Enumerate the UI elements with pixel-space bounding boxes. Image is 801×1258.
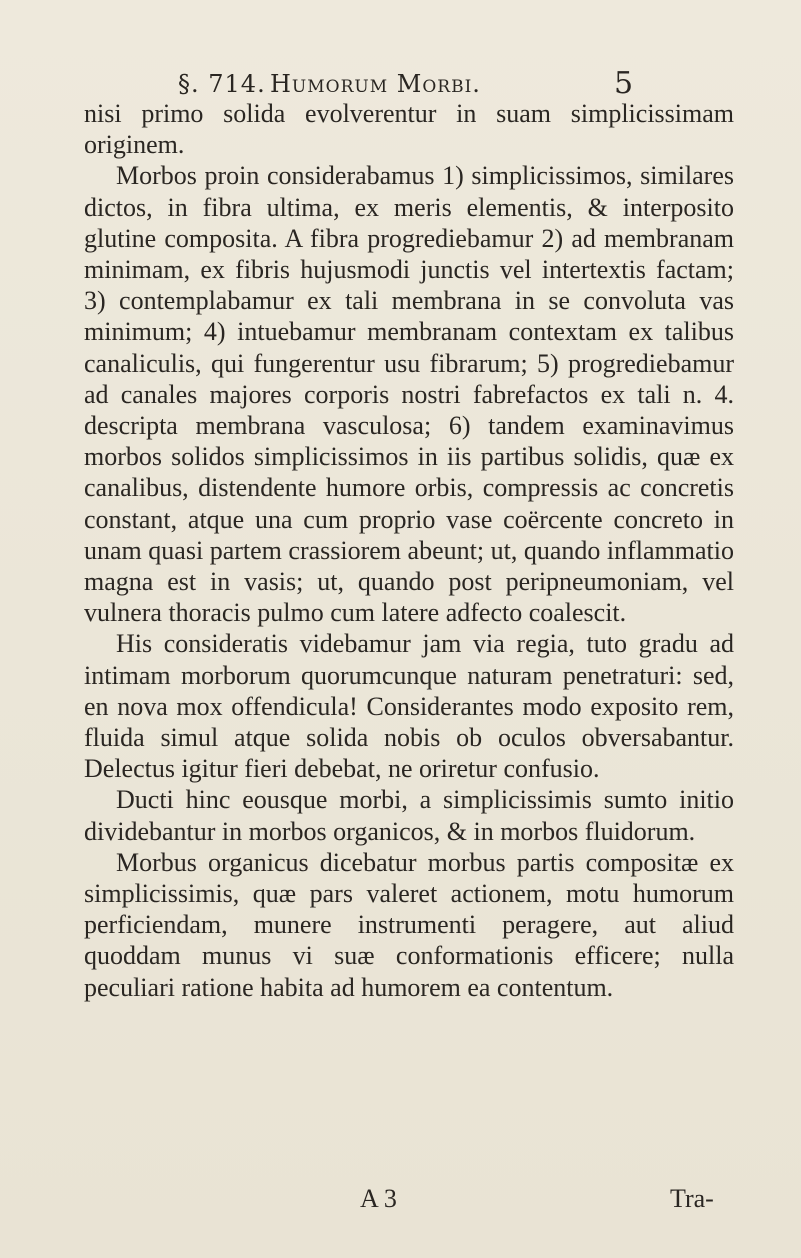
section-number: §. 714.: [178, 70, 266, 98]
page-number: 5: [614, 66, 634, 101]
catchword: Tra-: [670, 1184, 714, 1213]
signature-mark: A 3: [360, 1184, 397, 1213]
paragraph-morbos: Morbos proin considerabamus 1) simplicissimos, similares dictos, in fibra ultima, ex meris elementis, & interposito glutine composita. A fibra progrediebamur 2) ad membranam minimam, ex fibris hujusmodi junctis vel intertextis factam; 3) contemplabamur ex tali membrana in se convoluta vas minimum; 4) intuebamur membranam contextam ex talibus canaliculis, qui fungerentur usu fibrarum; 5) progrediebamur ad canales majores corporis nostri fabrefactos ex tali n. 4. descripta membrana vasculosa; 6) tandem examinavimus morbos solidos simplicissimos in iis partibus solidis, quæ ex canalibus, distendente humore orbis, compressis ac concretis constant, atque una cum proprio vase coërcente concreto in unam quasi partem crassiorem abeunt; ut, quando inflammatio magna est in vasis; ut, quando post peripneumoniam, vel vulnera thoracis pulmo cum latere adfecto coalescit.: [84, 161, 734, 628]
paragraph-ducti: Ducti hinc eousque morbi, a simplicissimis sumto initio dividebantur in morbos organicos, & in morbos fluidorum.: [84, 785, 734, 846]
page-footer: [0, 1184, 801, 1224]
paragraph-morbus-organicus: Morbus organicus dicebatur morbus partis compositæ ex simplicissimis, quæ pars valeret actionem, motu humorum perficiendam, munere instrumenti peragere, aut aliud quoddam munus vi suæ conformationis efficere; nulla peculiari ratione habita ad humorem ea contentum.: [84, 847, 734, 1002]
running-title: Humorum Morbi.: [270, 70, 481, 98]
paragraph-continuation: nisi primo solida evolverentur in suam simplicissimam originem.: [84, 99, 734, 160]
body-text: [84, 98, 734, 1003]
paragraph-his-consideratis: His consideratis videbamur jam via regia, tuto gradu ad intimam morborum quorumcunque naturam penetraturi: sed, en nova mox offendicula! Considerantes modo exposito rem, fluida simul atque solida nobis ob oculos obversabantur. Delectus igitur fieri debebat, ne oriretur confusio.: [84, 629, 734, 784]
